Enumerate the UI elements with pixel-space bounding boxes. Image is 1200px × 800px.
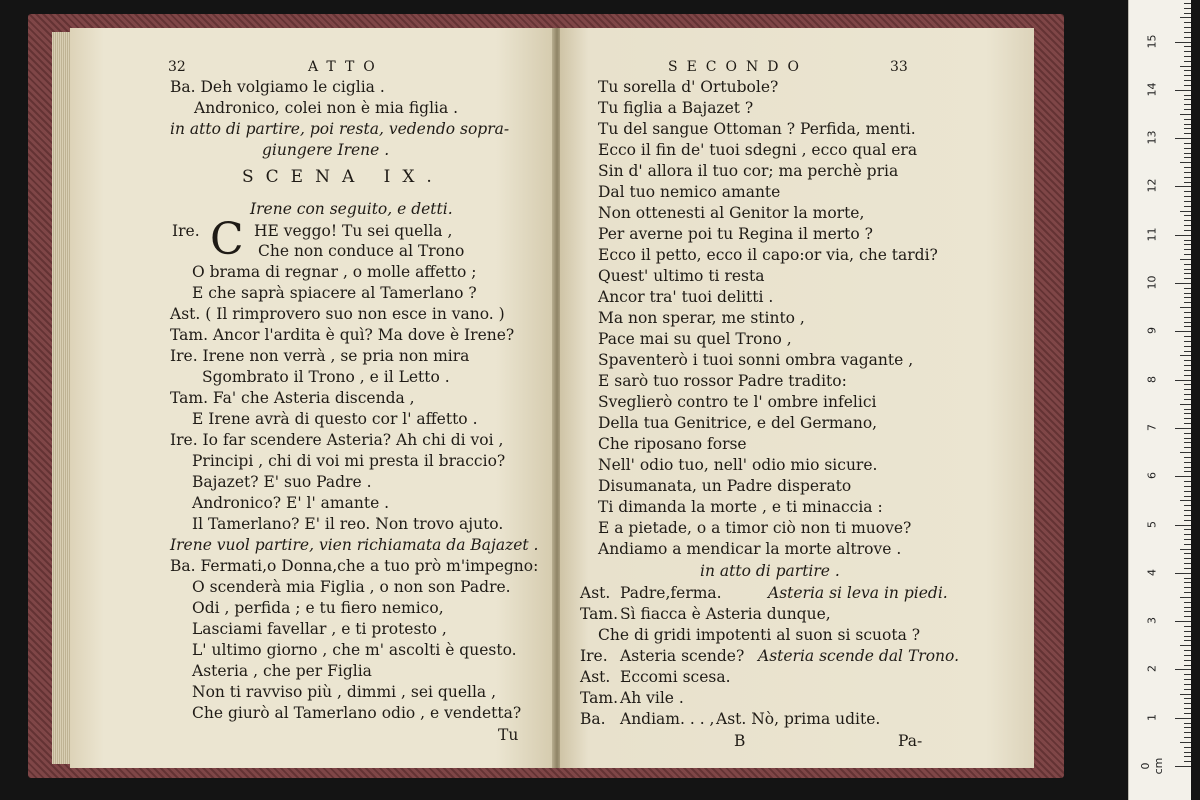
text-line: Ba. Deh volgiamo le ciglia . <box>170 78 385 96</box>
ruler-tick <box>1180 211 1191 212</box>
ruler-tick <box>1184 104 1191 105</box>
ruler-tick <box>1184 611 1191 612</box>
text-line: L' ultimo giorno , che m' ascolti è questo. <box>192 641 517 659</box>
ruler-tick <box>1184 708 1191 709</box>
text-line: Quest' ultimo ti resta <box>598 267 765 285</box>
ruler-tick <box>1184 558 1191 559</box>
text-line: Tu del sangue Ottoman ? Perfida, menti. <box>598 120 916 138</box>
ruler-label: 15 <box>1145 34 1159 48</box>
ruler-tick <box>1184 177 1191 178</box>
ruler-tick <box>1184 360 1191 361</box>
text-line: Padre,ferma. <box>620 584 722 602</box>
scene-subtitle: Irene con seguito, e detti. <box>250 200 453 218</box>
ruler-tick <box>1184 674 1191 675</box>
ruler-tick <box>1180 307 1191 308</box>
stage-direction: Asteria si leva in piedi. <box>768 584 948 602</box>
left-page <box>70 28 554 768</box>
ruler-tick <box>1184 534 1191 535</box>
speaker-label: Tam. <box>580 605 619 623</box>
ruler-tick <box>1184 568 1191 569</box>
ruler-tick <box>1184 423 1191 424</box>
ruler-tick <box>1184 727 1191 728</box>
ruler-tick <box>1184 471 1191 472</box>
text-line: Che riposano forse <box>598 435 747 453</box>
ruler-tick <box>1180 694 1191 695</box>
ruler-tick <box>1175 90 1191 91</box>
ruler-tick <box>1175 283 1191 284</box>
text-line: Pace mai su quel Trono , <box>598 330 792 348</box>
stage-direction: giungere Irene . <box>262 141 390 159</box>
ruler-tick <box>1184 399 1191 400</box>
text-line: Tam. Fa' che Asteria discenda , <box>170 389 415 407</box>
ruler-tick <box>1184 22 1191 23</box>
ruler-tick <box>1184 650 1191 651</box>
text-line: Ba. Fermati,o Donna,che a tuo prò m'impegno: <box>170 557 539 575</box>
ruler-tick <box>1175 428 1191 429</box>
ruler-tick <box>1184 220 1191 221</box>
ruler-label: 7 <box>1145 423 1159 431</box>
ruler-tick <box>1184 510 1191 511</box>
scene-title: SCENA IX. <box>242 167 444 187</box>
text-line: Tu figlia a Bajazet ? <box>598 99 754 117</box>
text-line: Ire. Io far scendere Asteria? Ah chi di voi , <box>170 431 504 449</box>
text-line: Non ottenesti al Genitor la morte, <box>598 204 865 222</box>
stage-direction: in atto di partire . <box>700 562 840 580</box>
ruler-tick <box>1184 182 1191 183</box>
ruler-tick <box>1184 46 1191 47</box>
ruler-tick <box>1184 75 1191 76</box>
ruler-tick <box>1184 582 1191 583</box>
ruler-tick <box>1184 433 1191 434</box>
ruler-tick <box>1175 718 1191 719</box>
ruler-tick <box>1184 302 1191 303</box>
ruler-tick <box>1184 70 1191 71</box>
ruler-tick <box>1184 322 1191 323</box>
ruler-tick <box>1184 370 1191 371</box>
ruler-tick <box>1184 153 1191 154</box>
ruler-label: 9 <box>1145 327 1159 335</box>
ruler-label: 8 <box>1145 375 1159 383</box>
ruler-tick <box>1184 520 1191 521</box>
speaker-label: Ast. <box>580 668 611 686</box>
ruler-tick <box>1184 293 1191 294</box>
ruler-tick <box>1184 418 1191 419</box>
ruler-tick <box>1184 56 1191 57</box>
running-head: SECONDO <box>668 59 808 75</box>
ruler-tick <box>1184 592 1191 593</box>
ruler-tick <box>1184 85 1191 86</box>
speaker-label: Ba. <box>580 710 606 728</box>
page-edges <box>52 32 72 764</box>
ruler-tick <box>1184 172 1191 173</box>
text-line: Della tua Genitrice, e del Germano, <box>598 414 878 432</box>
stage-direction: Irene vuol partire, vien richiamata da Bajazet . <box>170 536 539 554</box>
ruler-tick <box>1184 616 1191 617</box>
ruler-tick <box>1175 766 1191 767</box>
ruler-tick <box>1184 157 1191 158</box>
ruler-tick <box>1180 645 1191 646</box>
ruler-tick <box>1180 17 1191 18</box>
text-line: O brama di regnar , o molle affetto ; <box>192 263 477 281</box>
ruler-tick <box>1184 196 1191 197</box>
ruler-tick <box>1184 563 1191 564</box>
measurement-ruler <box>1128 0 1191 800</box>
ruler-tick <box>1184 8 1191 9</box>
ruler-tick <box>1184 457 1191 458</box>
text-line: Che giurò al Tamerlano odio , e vendetta? <box>192 704 522 722</box>
ruler-tick <box>1184 336 1191 337</box>
ruler-tick <box>1180 355 1191 356</box>
text-line: Andiamo a mendicar la morte altrove . <box>598 540 902 558</box>
ruler-tick <box>1184 413 1191 414</box>
ruler-tick <box>1184 394 1191 395</box>
text-line: Asteria scende? <box>620 647 745 665</box>
ruler-tick <box>1184 539 1191 540</box>
ruler-tick <box>1184 602 1191 603</box>
ruler-tick <box>1184 99 1191 100</box>
ruler-tick <box>1184 409 1191 410</box>
text-line: Disumanata, un Padre disperato <box>598 477 852 495</box>
catchword: Pa- <box>898 732 923 750</box>
ruler-tick <box>1184 312 1191 313</box>
ruler-tick <box>1184 631 1191 632</box>
ruler-label: 1 <box>1145 713 1159 721</box>
ruler-tick <box>1184 346 1191 347</box>
ruler-label: 11 <box>1145 227 1159 242</box>
ruler-tick <box>1184 32 1191 33</box>
ruler-tick <box>1175 42 1191 43</box>
ruler-tick <box>1184 317 1191 318</box>
ruler-tick <box>1184 201 1191 202</box>
ruler-tick <box>1184 326 1191 327</box>
ruler-tick <box>1184 133 1191 134</box>
text-line: E a pietade, o a timor ciò non ti muove? <box>598 519 912 537</box>
text-line: Che non conduce al Trono <box>258 242 465 260</box>
ruler-tick <box>1180 114 1191 115</box>
speaker-label: Ast. <box>580 584 611 602</box>
running-head: ATTO <box>308 59 384 75</box>
ruler-tick <box>1184 703 1191 704</box>
text-line: Per averne poi tu Regina il merto ? <box>598 225 873 243</box>
text-line: Dal tuo nemico amante <box>598 183 781 201</box>
ruler-tick <box>1184 148 1191 149</box>
text-line: Ecco il fin de' tuoi sdegni , ecco qual era <box>598 141 918 159</box>
ruler-tick <box>1180 549 1191 550</box>
ruler-label: 14 <box>1145 82 1159 97</box>
ruler-tick <box>1184 529 1191 530</box>
ruler-label: 10 <box>1145 275 1159 290</box>
speaker-label: Tam. <box>580 689 619 707</box>
text-line: Lasciami favellar , e ti protesto , <box>192 620 447 638</box>
ruler-tick <box>1184 273 1191 274</box>
ruler-tick <box>1184 351 1191 352</box>
text-line: Eccomi scesa. <box>620 668 731 686</box>
ruler-tick <box>1184 225 1191 226</box>
ruler-tick <box>1180 66 1191 67</box>
ruler-tick <box>1184 365 1191 366</box>
ruler-tick <box>1175 380 1191 381</box>
ruler-tick <box>1184 341 1191 342</box>
text-line: Il Tamerlano? E' il reo. Non trovo ajuto. <box>192 515 504 533</box>
text-line: Ecco il petto, ecco il capo:or via, che tardi? <box>598 246 938 264</box>
ruler-tick <box>1184 124 1191 125</box>
text-line: Tam. Ancor l'ardita è quì? Ma dove è Irene? <box>170 326 515 344</box>
ruler-tick <box>1184 61 1191 62</box>
ruler-tick <box>1175 573 1191 574</box>
ruler-tick <box>1184 80 1191 81</box>
ruler-tick <box>1184 438 1191 439</box>
ruler-tick <box>1184 756 1191 757</box>
text-line: Andronico? E' l' amante . <box>192 494 390 512</box>
ruler-tick <box>1184 95 1191 96</box>
ruler-tick <box>1184 660 1191 661</box>
ruler-tick <box>1175 138 1191 139</box>
ruler-tick <box>1184 462 1191 463</box>
text-line: Sgombrato il Trono , e il Letto . <box>202 368 450 386</box>
ruler-tick <box>1184 230 1191 231</box>
ruler-tick <box>1184 732 1191 733</box>
ruler-tick <box>1184 27 1191 28</box>
ruler-tick <box>1184 297 1191 298</box>
ruler-tick <box>1184 515 1191 516</box>
text-line: E che saprà spiacere al Tamerlano ? <box>192 284 477 302</box>
ruler-tick <box>1175 331 1191 332</box>
ruler-label: 6 <box>1145 472 1159 480</box>
page-number: 32 <box>168 59 186 75</box>
ruler-tick <box>1184 447 1191 448</box>
text-line: Ast. ( Il rimprovero suo non esce in vano. ) <box>170 305 505 323</box>
ruler-tick <box>1184 109 1191 110</box>
ruler-tick <box>1184 13 1191 14</box>
ruler-tick <box>1180 500 1191 501</box>
ruler-tick <box>1184 254 1191 255</box>
ruler-tick <box>1184 119 1191 120</box>
ruler-tick <box>1184 505 1191 506</box>
ruler-tick <box>1184 626 1191 627</box>
ruler-tick <box>1184 544 1191 545</box>
ruler-tick <box>1184 698 1191 699</box>
ruler-tick <box>1184 665 1191 666</box>
ruler-tick <box>1184 278 1191 279</box>
ruler-tick <box>1184 128 1191 129</box>
ruler-tick <box>1184 442 1191 443</box>
ruler-tick <box>1184 37 1191 38</box>
text-line: Ancor tra' tuoi delitti . <box>598 288 774 306</box>
text-line: Non ti ravviso più , dimmi , sei quella , <box>192 683 497 701</box>
stage-direction: Asteria scende dal Trono. <box>758 647 959 665</box>
text-line: Che di gridi impotenti al suon si scuota ? <box>598 626 921 644</box>
ruler-tick <box>1180 404 1191 405</box>
ruler-label: 13 <box>1145 130 1159 145</box>
text-line: Bajazet? E' suo Padre . <box>192 473 372 491</box>
ruler-tick <box>1184 496 1191 497</box>
ruler-tick <box>1184 723 1191 724</box>
right-page <box>560 28 1034 768</box>
ruler-tick <box>1184 215 1191 216</box>
text-line: E sarò tuo rossor Padre tradito: <box>598 372 847 390</box>
text-line: E Irene avrà di questo cor l' affetto . <box>192 410 478 428</box>
ruler-tick <box>1184 486 1191 487</box>
ruler-tick <box>1184 689 1191 690</box>
ruler-tick <box>1175 186 1191 187</box>
text-line: Ire. Irene non verrà , se pria non mira <box>170 347 470 365</box>
ruler-tick <box>1175 621 1191 622</box>
ruler-tick <box>1184 684 1191 685</box>
page-number: 33 <box>890 59 908 75</box>
text-line: Tu sorella d' Ortubole? <box>598 78 779 96</box>
ruler-tick <box>1180 259 1191 260</box>
ruler-tick <box>1175 235 1191 236</box>
ruler-tick <box>1184 3 1191 4</box>
text-line: Odi , perfida ; e tu fiero nemico, <box>192 599 444 617</box>
ruler-tick <box>1184 264 1191 265</box>
ruler-tick <box>1184 553 1191 554</box>
ruler-tick <box>1184 384 1191 385</box>
text-line: Ast. Nò, prima udite. <box>716 710 881 728</box>
signature-mark: B <box>734 732 746 750</box>
ruler-tick <box>1180 597 1191 598</box>
ruler-tick <box>1184 578 1191 579</box>
ruler-tick <box>1184 655 1191 656</box>
text-line: Sin d' allora il tuo cor; ma perchè pria <box>598 162 899 180</box>
ruler-tick <box>1184 269 1191 270</box>
ruler-tick <box>1184 167 1191 168</box>
ruler-tick <box>1184 481 1191 482</box>
speaker-label: Ire. <box>172 222 200 240</box>
ruler-tick <box>1184 491 1191 492</box>
text-line: Asteria , che per Figlia <box>192 662 372 680</box>
ruler-tick <box>1184 747 1191 748</box>
text-line: Ti dimanda la morte , e ti minaccia : <box>598 498 883 516</box>
ruler-tick <box>1184 640 1191 641</box>
catchword: Tu <box>498 726 519 744</box>
ruler-tick <box>1184 143 1191 144</box>
ruler-label: 2 <box>1145 665 1159 673</box>
ruler-tick <box>1184 249 1191 250</box>
ruler-tick <box>1184 636 1191 637</box>
text-line: Andronico, colei non è mia figlia . <box>194 99 459 117</box>
text-line: Principi , chi di voi mi presta il braccio? <box>192 452 506 470</box>
ruler-tick <box>1180 452 1191 453</box>
ruler-tick <box>1184 206 1191 207</box>
ruler-tick <box>1184 737 1191 738</box>
text-line: Sì fiacca è Asteria dunque, <box>620 605 831 623</box>
text-line: Ah vile . <box>620 689 684 707</box>
text-line: HE veggo! Tu sei quella , <box>254 222 453 240</box>
speaker-label: Ire. <box>580 647 608 665</box>
ruler-tick <box>1184 191 1191 192</box>
ruler-tick <box>1184 587 1191 588</box>
ruler-tick <box>1184 375 1191 376</box>
ruler-tick <box>1184 679 1191 680</box>
ruler-label: 4 <box>1145 568 1159 576</box>
ruler-tick <box>1184 389 1191 390</box>
text-line: Nell' odio tuo, nell' odio mio sicure. <box>598 456 878 474</box>
ruler-label: 3 <box>1145 617 1159 625</box>
ruler-tick <box>1175 476 1191 477</box>
text-line: Andiam. . . , <box>620 710 715 728</box>
text-line: Sveglierò contro te l' ombre infelici <box>598 393 877 411</box>
ruler-tick <box>1184 607 1191 608</box>
drop-cap: C <box>210 214 244 265</box>
ruler-tick <box>1184 713 1191 714</box>
text-line: O scenderà mia Figlia , o non son Padre. <box>192 578 511 596</box>
ruler-tick <box>1175 525 1191 526</box>
ruler-tick <box>1184 240 1191 241</box>
ruler-label: 12 <box>1145 178 1159 193</box>
ruler-tick <box>1184 51 1191 52</box>
ruler-tick <box>1175 669 1191 670</box>
ruler-tick <box>1184 467 1191 468</box>
ruler-tick <box>1184 244 1191 245</box>
ruler-tick <box>1180 162 1191 163</box>
ruler-tick <box>1184 752 1191 753</box>
ruler-tick <box>1184 761 1191 762</box>
ruler-label: 0 cm <box>1139 757 1165 775</box>
stage-direction: in atto di partire, poi resta, vedendo sopra- <box>170 120 510 138</box>
ruler-tick <box>1180 742 1191 743</box>
ruler-label: 5 <box>1145 520 1159 528</box>
text-line: Ma non sperar, me stinto , <box>598 309 805 327</box>
ruler-tick <box>1184 288 1191 289</box>
text-line: Spaventerò i tuoi sonni ombra vagante , <box>598 351 914 369</box>
